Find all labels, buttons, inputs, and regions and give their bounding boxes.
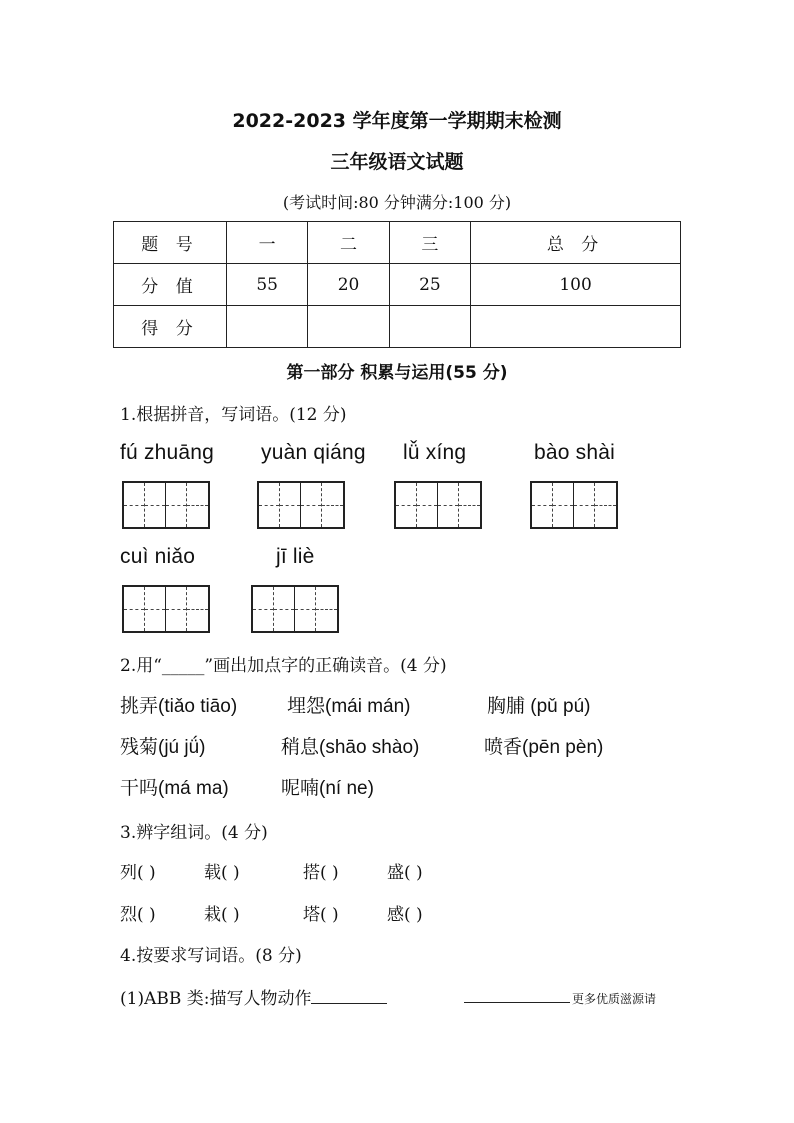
table-row	[114, 264, 681, 306]
reading-choice[interactable]: 干吗(má ma)	[120, 778, 229, 799]
writing-grid[interactable]	[251, 585, 339, 633]
reading-choice[interactable]: 喷香(pēn pèn)	[484, 737, 604, 758]
writing-grid[interactable]	[122, 481, 210, 529]
table-cell: 25	[389, 264, 470, 306]
exam-info: (考试时间:80 分钟满分:100 分)	[282, 193, 512, 212]
score-input-cell[interactable]	[308, 306, 389, 348]
writing-grid[interactable]	[394, 481, 482, 529]
answer-line-2[interactable]	[464, 1002, 570, 1003]
item-label: (1)ABB 类:描写人物动作	[120, 989, 312, 1009]
word-blank[interactable]: 列( )	[120, 863, 156, 883]
answer-line[interactable]	[311, 1003, 387, 1004]
writing-grid[interactable]	[257, 481, 345, 529]
table-cell: 20	[308, 264, 389, 306]
score-input-cell[interactable]	[389, 306, 470, 348]
table-cell: 一	[227, 222, 308, 264]
exam-subtitle: 三年级语文试题	[330, 151, 464, 173]
table-cell: 题 号	[114, 222, 227, 264]
question-4-item-1	[120, 984, 387, 1009]
question-4-prompt: 4.按要求写词语。(8 分)	[120, 946, 302, 966]
pinyin-label: bào shài	[534, 441, 615, 464]
table-cell: 100	[471, 264, 681, 306]
table-row	[114, 222, 681, 264]
table-cell: 得 分	[114, 306, 227, 348]
reading-choice[interactable]: 胸脯 (pǔ pú)	[487, 696, 591, 717]
reading-choice[interactable]: 呢喃(ní ne)	[281, 778, 374, 799]
table-row	[114, 306, 681, 348]
pinyin-label: fú zhuāng	[120, 441, 215, 464]
question-1-prompt: 1.根据拼音，写词语。(12 分)	[120, 405, 347, 425]
word-blank[interactable]: 搭( )	[303, 863, 339, 883]
question-2-prompt: 2.用“_____”画出加点字的正确读音。(4 分)	[120, 656, 447, 676]
reading-choice[interactable]: 挑弄(tiǎo tiāo)	[120, 696, 238, 717]
reading-choice[interactable]: 残菊(jú jǘ)	[120, 737, 206, 758]
pinyin-label: lǚ xíng	[403, 441, 467, 464]
writing-grid[interactable]	[122, 585, 210, 633]
table-cell: 55	[227, 264, 308, 306]
reading-choice[interactable]: 稍息(shāo shào)	[281, 737, 420, 758]
pinyin-label: yuàn qiáng	[261, 441, 366, 464]
word-blank[interactable]: 塔( )	[303, 905, 339, 925]
reading-choice[interactable]: 埋怨(mái mán)	[287, 696, 411, 717]
score-input-cell[interactable]	[227, 306, 308, 348]
section-title: 第一部分 积累与运用(55 分)	[286, 363, 508, 383]
word-blank[interactable]: 感( )	[387, 905, 423, 925]
writing-grid[interactable]	[530, 481, 618, 529]
score-table	[113, 221, 681, 348]
exam-title: 2022-2023 学年度第一学期期末检测	[232, 110, 562, 132]
table-cell: 二	[308, 222, 389, 264]
word-blank[interactable]: 栽( )	[204, 905, 240, 925]
word-blank[interactable]: 载( )	[204, 863, 240, 883]
question-3-prompt: 3.辨字组词。(4 分)	[120, 823, 268, 843]
word-blank[interactable]: 烈( )	[120, 905, 156, 925]
word-blank[interactable]: 盛( )	[387, 863, 423, 883]
pinyin-label: cuì niǎo	[120, 545, 196, 568]
footer-note: 更多优质滋源请	[572, 992, 657, 1006]
table-cell: 分 值	[114, 264, 227, 306]
table-cell: 三	[389, 222, 470, 264]
pinyin-label: jī liè	[276, 545, 315, 568]
score-input-cell[interactable]	[471, 306, 681, 348]
table-cell: 总 分	[471, 222, 681, 264]
